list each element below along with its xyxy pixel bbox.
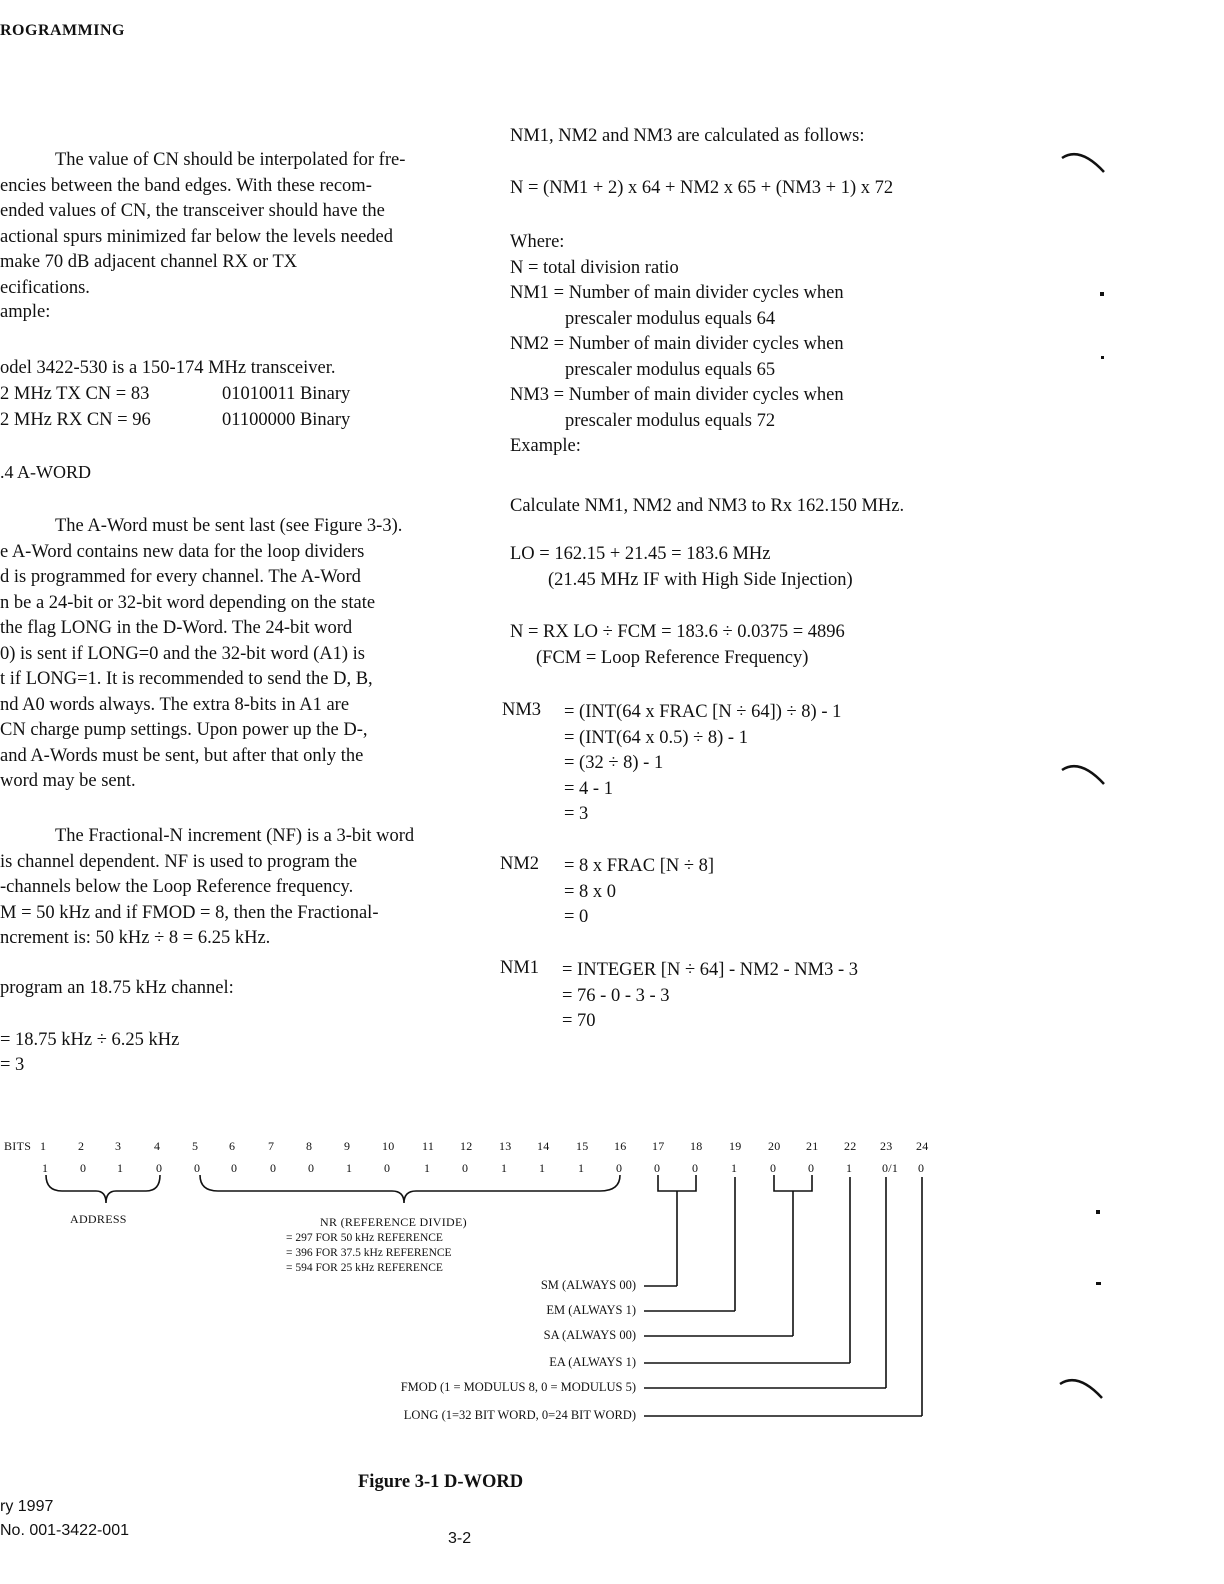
bit-value: 1 <box>117 1161 124 1175</box>
bit-number: 3 <box>115 1139 122 1153</box>
bit-value: 1 <box>846 1161 853 1175</box>
nm2-label: NM2 <box>500 854 540 874</box>
bit-value: 1 <box>731 1161 738 1175</box>
footer-doc-number: No. 001-3422-001 <box>0 1522 129 1539</box>
figure-caption: Figure 3-1 D-WORD <box>358 1472 524 1492</box>
footer-date: ry 1997 <box>0 1498 54 1515</box>
d-word-diagram <box>0 1135 1000 1435</box>
bit-number: 14 <box>537 1139 550 1153</box>
margin-mark-1 <box>1060 140 1108 180</box>
definitions: Where: N = total division ratio NM1 = Number of main divider cycles when prescaler modulus equals 64 NM2 = Number of main divider cycles when prescaler modulus equals 65 NM3 = Number of main divider cycles when prescaler modulus equals 72 Example: <box>510 232 844 456</box>
bit-number: 12 <box>460 1139 473 1153</box>
nr-title: NR (REFERENCE DIVIDE) <box>320 1215 467 1229</box>
nm2-calc: = 8 x FRAC [N ÷ 8] = 8 x 0 = 0 <box>564 856 715 927</box>
bit-number: 9 <box>344 1139 351 1153</box>
tx-cn-binary: 01010011 Binary <box>222 384 351 404</box>
margin-mark-3 <box>1058 1366 1106 1406</box>
calc-line: Calculate NM1, NM2 and NM3 to Rx 162.150 MHz. <box>510 496 905 516</box>
nm1-label: NM1 <box>500 958 540 978</box>
bit-number: 8 <box>306 1139 313 1153</box>
bit-number: 17 <box>652 1139 665 1153</box>
n-line-1: N = RX LO ÷ FCM = 183.6 ÷ 0.0375 = 4896 <box>510 622 845 642</box>
nm1-calc: = INTEGER [N ÷ 64] - NM2 - NM3 - 3 = 76 - 0 - 3 - 3 = 70 <box>562 960 858 1031</box>
bit-value: 0 <box>616 1161 623 1175</box>
margin-mark-2 <box>1060 752 1108 792</box>
bit-value: 1 <box>539 1161 546 1175</box>
margin-dot-3 <box>1096 1210 1100 1214</box>
margin-dot-4 <box>1096 1282 1101 1285</box>
nm3-label: NM3 <box>502 700 542 720</box>
bit-number: 22 <box>844 1139 857 1153</box>
em-label: EM (ALWAYS 1) <box>546 1303 636 1317</box>
margin-dot-1 <box>1100 292 1104 296</box>
program-line: program an 18.75 kHz channel: <box>0 978 234 998</box>
page-number: 3-2 <box>448 1530 472 1547</box>
bit-number: 19 <box>729 1139 742 1153</box>
bit-value: 0 <box>692 1161 699 1175</box>
bit-number: 4 <box>154 1139 161 1153</box>
bit-number: 10 <box>382 1139 395 1153</box>
left-paragraph-3: The Fractional-N increment (NF) is a 3-bit word is channel dependent. NF is used to program the -channels below the Loop Reference frequency. M = 50 kHz and if FMOD = 8, then the Fractional- ncrement is: 50 kHz ÷ 8 = 6.25 kHz. <box>0 826 415 948</box>
bit-value: 0 <box>462 1161 469 1175</box>
model-line: odel 3422-530 is a 150-174 MHz transceiver. <box>0 358 336 378</box>
bit-value: 1 <box>578 1161 585 1175</box>
bits-label: BITS <box>4 1139 32 1153</box>
bit-value: 0 <box>808 1161 815 1175</box>
section-heading-a-word: .4 A-WORD <box>0 462 91 482</box>
bit-value: 1 <box>346 1161 353 1175</box>
bit-value: 1 <box>501 1161 508 1175</box>
example-label: ample: <box>0 302 51 322</box>
bit-value: 0 <box>156 1161 163 1175</box>
nf-calc-line-1: = 18.75 kHz ÷ 6.25 kHz <box>0 1030 180 1050</box>
bit-value: 1 <box>424 1161 431 1175</box>
bit-value: 0 <box>194 1161 201 1175</box>
nr-values: = 297 FOR 50 kHz REFERENCE = 396 FOR 37.5 kHz REFERENCE = 594 FOR 25 kHz REFERENCE <box>286 1232 452 1274</box>
page-header: ROGRAMMING <box>0 22 125 39</box>
bit-value: 0 <box>918 1161 925 1175</box>
bit-value: 0/1 <box>882 1161 899 1175</box>
ea-label: EA (ALWAYS 1) <box>549 1355 636 1369</box>
bit-number: 11 <box>422 1139 435 1153</box>
bit-value: 0 <box>270 1161 277 1175</box>
sa-label: SA (ALWAYS 00) <box>543 1328 636 1342</box>
bit-value: 0 <box>231 1161 238 1175</box>
rx-cn-line: 2 MHz RX CN = 96 <box>0 410 151 430</box>
lo-line-2: (21.45 MHz IF with High Side Injection) <box>548 570 853 590</box>
bit-number: 15 <box>576 1139 589 1153</box>
bit-number: 16 <box>614 1139 627 1153</box>
margin-dot-2 <box>1101 356 1104 359</box>
left-paragraph-2: The A-Word must be sent last (see Figure 3-3). e A-Word contains new data for the loop dividers d is programmed for every channel. The A-Word n be a 24-bit or 32-bit word depending on the state the flag LONG in the D-Word. The 24-bit word 0) is sent if LONG=0 and the 32-bit word (A1) is t if LONG=1. It is recommended to send the D, B, nd A0 words always. The extra 8-bits in A1 are CN charge pump settings. Upon power up the D-, and A-Words must be sent, but after that only the word may be sent. <box>0 516 403 791</box>
nf-calc-line-2: = 3 <box>0 1055 25 1075</box>
sm-label: SM (ALWAYS 00) <box>540 1278 636 1292</box>
n-formula: N = (NM1 + 2) x 64 + NM2 x 65 + (NM3 + 1) x 72 <box>510 178 894 198</box>
bit-number: 21 <box>806 1139 819 1153</box>
bit-value: 1 <box>42 1161 49 1175</box>
bit-value: 0 <box>80 1161 87 1175</box>
bit-value: 0 <box>654 1161 661 1175</box>
bit-number: 5 <box>192 1139 199 1153</box>
bit-number: 24 <box>916 1139 929 1153</box>
bit-number: 20 <box>768 1139 781 1153</box>
bit-number: 23 <box>880 1139 893 1153</box>
fmod-label: FMOD (1 = MODULUS 8, 0 = MODULUS 5) <box>400 1380 636 1394</box>
bit-value: 0 <box>308 1161 315 1175</box>
bit-number: 13 <box>499 1139 512 1153</box>
nm3-calc: = (INT(64 x FRAC [N ÷ 64]) ÷ 8) - 1 = (INT(64 x 0.5) ÷ 8) - 1 = (32 ÷ 8) - 1 = 4 - 1 = 3 <box>564 702 842 824</box>
left-paragraph-1: The value of CN should be interpolated for fre- encies between the band edges. With these recom- ended values of CN, the transceiver should have the actional spurs minimized far below the levels needed make 70 dB adjacent channel RX or TX ecifications. <box>0 150 406 298</box>
bit-number: 18 <box>690 1139 703 1153</box>
lo-line-1: LO = 162.15 + 21.45 = 183.6 MHz <box>510 544 771 564</box>
bit-number: 1 <box>40 1139 47 1153</box>
n-line-2: (FCM = Loop Reference Frequency) <box>536 648 809 668</box>
bit-number: 7 <box>268 1139 275 1153</box>
bit-number: 2 <box>78 1139 85 1153</box>
bit-value: 0 <box>770 1161 777 1175</box>
address-label: ADDRESS <box>70 1212 127 1226</box>
long-label: LONG (1=32 BIT WORD, 0=24 BIT WORD) <box>403 1408 636 1422</box>
tx-cn-line: 2 MHz TX CN = 83 <box>0 384 150 404</box>
bit-value: 0 <box>384 1161 391 1175</box>
rx-cn-binary: 01100000 Binary <box>222 410 351 430</box>
nm-intro: NM1, NM2 and NM3 are calculated as follows: <box>510 126 865 146</box>
bit-number: 6 <box>229 1139 236 1153</box>
